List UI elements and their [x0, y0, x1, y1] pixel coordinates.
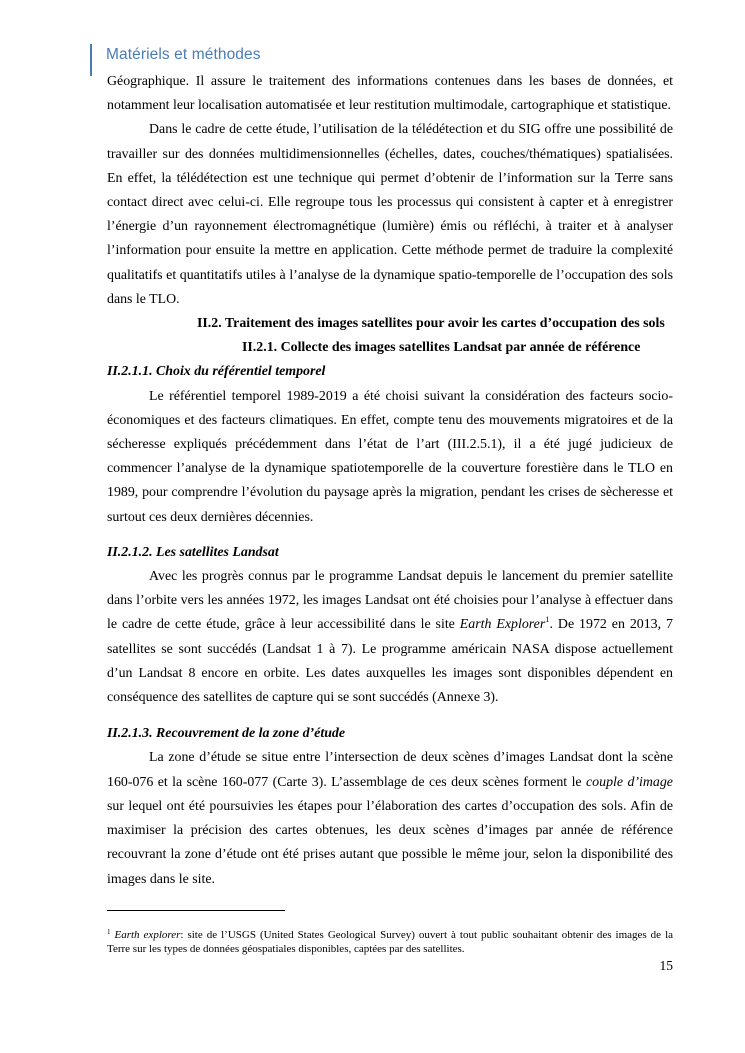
paragraph-recouvrement [107, 746, 673, 891]
heading-II-2-1-2: II.2.1.2. Les satellites Landsat [107, 544, 279, 560]
page-number: 15 [659, 958, 673, 973]
page-body [107, 70, 673, 892]
earth-explorer-term: Earth Explorer [459, 617, 546, 633]
footnote-reference: 1 [545, 614, 550, 625]
paragraph-landsat-part-b: . De 1972 en 2013, 7 satellites se sont succédés (Landsat 1 à 7). Le programme américain NASA dispose actuellement d’un Landsat 8 encore en orbite. Les dates auxquelles les images sont disponibles dépendent en conséquence des satellites de capture qui se sont succédés (Annexe 3). [107, 617, 673, 706]
footnote-term: Earth explorer [114, 929, 181, 941]
footnote-separator [107, 910, 285, 911]
header-accent-bar [90, 44, 92, 76]
section-header-title: Matériels et méthodes [106, 46, 261, 63]
paragraph-recouvrement-part-b: sur lequel ont été poursuivies les étapes pour l’élaboration des cartes d’occupation des sols. Afin de maximiser la précision des cartes obtenues, les deux scènes d’images par année de référence recouvrant la zone d’étude ont été prises autant que possible le même jour, selon la disponibilité des images dans le site. [107, 798, 673, 887]
paragraph-teledetection: Dans le cadre de cette étude, l’utilisation de la télédétection et du SIG offre une possibilité de travailler sur des données multidimensionnelles (échelles, dates, couches/thématiques) spatialisées. En effet, la télédétection est une technique qui permet d’obtenir de l’information sur la Terre sans contact direct avec celui-ci. Elle regroupe tous les processus qui consistent à capter et à enregistrer l’énergie d’un rayonnement électromagnétique (lumière) émis ou réfléchi, à traiter et à analyser l’information pour ensuite la mettre en application. Cette méthode permet de traduire la complexité qualitatifs et quantitatifs utiles à l’analyse de la dynamique spatio-temporelle de l’occupation des sols dans le TLO. [107, 122, 673, 307]
footnote [107, 928, 673, 956]
paragraph-referentiel: Le référentiel temporel 1989-2019 a été choisi suivant la considération des facteurs socio-économiques et des facteurs climatiques. En effet, compte tenu des mouvements migratoires et de la sécheresse expliqués précédemment dans l’état de l’art (III.2.5.1), il a été jugé judicieux de commencer l’analyse de la dynamique spatiotemporelle de la couverture forestière dans le TLO en 1989, pour comprendre l’évolution du paysage après la migration, pendant les crises de sècheresse et surtout ces deux dernières décennies. [107, 388, 673, 525]
couple-image-term: couple d’image [586, 774, 673, 790]
heading-II-2-1-3: II.2.1.3. Recouvrement de la zone d’étude [107, 726, 346, 742]
heading-II-2-1: II.2.1. Collecte des images satellites Landsat par année de référence [242, 340, 641, 356]
heading-II-2: II.2. Traitement des images satellites pour avoir les cartes d’occupation des sols [197, 316, 665, 332]
paragraph-landsat-part-a: Avec les progrès connus par le programme Landsat depuis le lancement du premier satellite dans l’orbite vers les années 1972, les images Landsat ont été choisies pour l’analyse à effectuer dans le cadre de cette étude, grâce à leur accessibilité dans le site [107, 569, 673, 633]
paragraph-recouvrement-part-a: La zone d’étude se situe entre l’intersection de deux scènes d’images Landsat dont la scène 160-076 et la scène 160-077 (Carte 3). L’assemblage de ces deux scènes forment le [107, 750, 673, 790]
paragraph-landsat [107, 565, 673, 710]
footnote-text: : site de l’USGS (United States Geological Survey) ouvert à tout public souhaitant obtenir des images de la Terre sur les types de données géospatiales disponibles, captées par des satellites. [107, 929, 674, 955]
heading-II-2-1-1: II.2.1.1. Choix du référentiel temporel [107, 364, 326, 380]
paragraph-sig-continued: Géographique. Il assure le traitement des informations contenues dans les bases de données, et notamment leur localisation automatisée et leur restitution multimodale, cartographique et statistique. [107, 74, 673, 114]
footnote-number: 1 [107, 928, 111, 936]
